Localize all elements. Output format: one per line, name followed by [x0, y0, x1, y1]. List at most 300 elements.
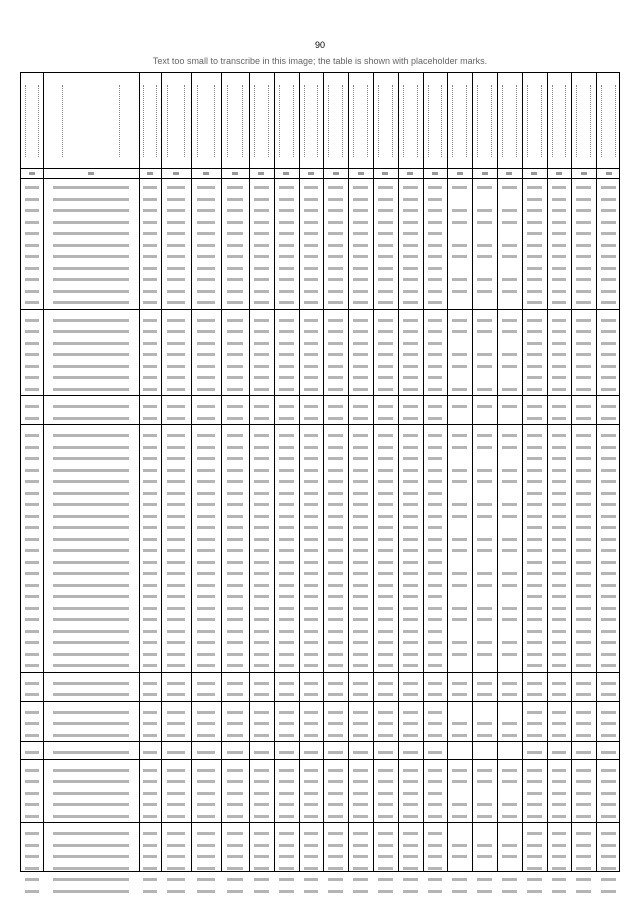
- cell-text-placeholder: [452, 653, 467, 656]
- cell-text-placeholder: [601, 832, 616, 835]
- cell-text-placeholder: [227, 405, 244, 408]
- cell-text-placeholder: [328, 232, 343, 235]
- cell-text-placeholder: [143, 319, 156, 322]
- cell-text-placeholder: [143, 492, 156, 495]
- cell-text-placeholder: [552, 301, 567, 304]
- cell-text-placeholder: [328, 492, 343, 495]
- cell-text-placeholder: [601, 584, 616, 587]
- cell-text-placeholder: [527, 330, 542, 333]
- cell-text-placeholder: [428, 584, 443, 587]
- cell-text-placeholder: [378, 711, 393, 714]
- header-cell: [596, 73, 621, 169]
- cell-text-placeholder: [227, 388, 244, 391]
- cell-text-placeholder: [552, 267, 567, 270]
- column-index-row: [21, 169, 619, 179]
- cell-text-placeholder: [304, 722, 319, 725]
- cell-text-placeholder: [502, 255, 517, 258]
- cell-text-placeholder: [304, 832, 319, 835]
- table-row: [21, 615, 619, 625]
- cell-text-placeholder: [53, 503, 130, 506]
- table-row: [21, 218, 619, 228]
- cell-text-placeholder: [452, 469, 467, 472]
- cell-text-placeholder: [227, 618, 244, 621]
- cell-text-placeholder: [576, 526, 591, 529]
- cell-text-placeholder: [527, 365, 542, 368]
- cell-text-placeholder: [53, 890, 130, 893]
- cell-text-placeholder: [353, 855, 368, 858]
- cell-text-placeholder: [601, 664, 616, 667]
- cell-text-placeholder: [428, 376, 443, 379]
- cell-text-placeholder: [167, 480, 185, 483]
- cell-text-placeholder: [477, 584, 492, 587]
- cell-text-placeholder: [403, 693, 418, 696]
- cell-text-placeholder: [53, 751, 130, 754]
- cell-text-placeholder: [502, 538, 517, 541]
- cell-text-placeholder: [53, 722, 130, 725]
- cell-text-placeholder: [403, 492, 418, 495]
- cell-text-placeholder: [452, 405, 467, 408]
- cell-text-placeholder: [53, 232, 130, 235]
- cell-text-placeholder: [353, 526, 368, 529]
- cell-text-placeholder: [254, 232, 269, 235]
- cell-text-placeholder: [143, 526, 156, 529]
- cell-text-placeholder: [143, 278, 156, 281]
- cell-text-placeholder: [197, 480, 215, 483]
- cell-text-placeholder: [527, 267, 542, 270]
- cell-text-placeholder: [254, 267, 269, 270]
- table-row: [21, 719, 619, 729]
- cell-text-placeholder: [601, 232, 616, 235]
- cell-text-placeholder: [428, 244, 443, 247]
- cell-text-placeholder: [227, 446, 244, 449]
- cell-text-placeholder: [167, 186, 185, 189]
- cell-text-placeholder: [378, 469, 393, 472]
- cell-text-placeholder: [601, 255, 616, 258]
- cell-text-placeholder: [167, 434, 185, 437]
- cell-text-placeholder: [328, 434, 343, 437]
- cell-text-placeholder: [552, 855, 567, 858]
- cell-text-placeholder: [167, 209, 185, 212]
- cell-text-placeholder: [279, 722, 294, 725]
- cell-text-placeholder: [279, 290, 294, 293]
- cell-text-placeholder: [502, 469, 517, 472]
- cell-text-placeholder: [279, 342, 294, 345]
- cell-text-placeholder: [254, 682, 269, 685]
- cell-text-placeholder: [552, 595, 567, 598]
- cell-text-placeholder: [53, 417, 130, 420]
- cell-text-placeholder: [143, 682, 156, 685]
- table-row: [21, 443, 619, 453]
- cell-text-placeholder: [378, 538, 393, 541]
- cell-text-placeholder: [143, 844, 156, 847]
- cell-text-placeholder: [353, 457, 368, 460]
- cell-text-placeholder: [25, 376, 38, 379]
- cell-text-placeholder: [552, 186, 567, 189]
- cell-text-placeholder: [527, 618, 542, 621]
- cell-text-placeholder: [378, 855, 393, 858]
- header-cell: [447, 73, 472, 169]
- cell-text-placeholder: [502, 278, 517, 281]
- cell-text-placeholder: [452, 446, 467, 449]
- cell-text-placeholder: [378, 290, 393, 293]
- cell-text-placeholder: [143, 769, 156, 772]
- cell-text-placeholder: [527, 815, 542, 818]
- cell-text-placeholder: [428, 538, 443, 541]
- cell-text-placeholder: [353, 244, 368, 247]
- cell-text-placeholder: [53, 618, 130, 621]
- table-row: [21, 627, 619, 637]
- cell-text-placeholder: [254, 446, 269, 449]
- cell-text-placeholder: [328, 198, 343, 201]
- row-group-divider: [21, 701, 619, 702]
- cell-text-placeholder: [279, 232, 294, 235]
- cell-text-placeholder: [279, 711, 294, 714]
- cell-text-placeholder: [304, 267, 319, 270]
- cell-text-placeholder: [254, 255, 269, 258]
- header-text-placeholder: [502, 85, 517, 157]
- cell-text-placeholder: [227, 653, 244, 656]
- cell-text-placeholder: [254, 780, 269, 783]
- cell-text-placeholder: [254, 457, 269, 460]
- cell-text-placeholder: [254, 618, 269, 621]
- cell-text-placeholder: [227, 572, 244, 575]
- column-index-mark: [173, 172, 179, 175]
- cell-text-placeholder: [477, 780, 492, 783]
- cell-text-placeholder: [353, 434, 368, 437]
- cell-text-placeholder: [25, 255, 38, 258]
- cell-text-placeholder: [167, 844, 185, 847]
- cell-text-placeholder: [53, 769, 130, 772]
- cell-text-placeholder: [304, 538, 319, 541]
- cell-text-placeholder: [328, 457, 343, 460]
- cell-text-placeholder: [527, 538, 542, 541]
- cell-text-placeholder: [227, 526, 244, 529]
- cell-text-placeholder: [279, 457, 294, 460]
- cell-text-placeholder: [328, 751, 343, 754]
- cell-text-placeholder: [197, 244, 215, 247]
- cell-text-placeholder: [143, 878, 156, 881]
- cell-text-placeholder: [227, 867, 244, 870]
- cell-text-placeholder: [353, 388, 368, 391]
- cell-text-placeholder: [53, 278, 130, 281]
- cell-text-placeholder: [254, 526, 269, 529]
- column-index-mark: [531, 172, 537, 175]
- header-cell: [373, 73, 398, 169]
- cell-text-placeholder: [53, 584, 130, 587]
- cell-text-placeholder: [227, 630, 244, 633]
- cell-text-placeholder: [477, 815, 492, 818]
- cell-text-placeholder: [25, 751, 38, 754]
- cell-text-placeholder: [197, 290, 215, 293]
- cell-text-placeholder: [477, 878, 492, 881]
- cell-text-placeholder: [227, 244, 244, 247]
- cell-text-placeholder: [576, 232, 591, 235]
- cell-text-placeholder: [353, 693, 368, 696]
- cell-text-placeholder: [403, 526, 418, 529]
- cell-text-placeholder: [279, 244, 294, 247]
- cell-text-placeholder: [143, 342, 156, 345]
- cell-text-placeholder: [53, 198, 130, 201]
- cell-text-placeholder: [279, 855, 294, 858]
- cell-text-placeholder: [197, 832, 215, 835]
- header-text-placeholder: [25, 85, 38, 157]
- cell-text-placeholder: [254, 803, 269, 806]
- cell-text-placeholder: [403, 480, 418, 483]
- cell-text-placeholder: [428, 405, 443, 408]
- cell-text-placeholder: [428, 595, 443, 598]
- cell-text-placeholder: [378, 526, 393, 529]
- cell-text-placeholder: [353, 561, 368, 564]
- cell-text-placeholder: [576, 549, 591, 552]
- cell-text-placeholder: [428, 446, 443, 449]
- cell-text-placeholder: [254, 319, 269, 322]
- cell-text-placeholder: [25, 572, 38, 575]
- cell-text-placeholder: [502, 844, 517, 847]
- cell-text-placeholder: [552, 641, 567, 644]
- cell-text-placeholder: [428, 693, 443, 696]
- cell-text-placeholder: [328, 365, 343, 368]
- cell-text-placeholder: [353, 469, 368, 472]
- cell-text-placeholder: [304, 376, 319, 379]
- cell-text-placeholder: [378, 434, 393, 437]
- cell-text-placeholder: [304, 855, 319, 858]
- cell-text-placeholder: [502, 186, 517, 189]
- cell-text-placeholder: [527, 480, 542, 483]
- cell-text-placeholder: [552, 751, 567, 754]
- cell-text-placeholder: [378, 867, 393, 870]
- cell-text-placeholder: [279, 561, 294, 564]
- cell-text-placeholder: [527, 186, 542, 189]
- cell-text-placeholder: [527, 503, 542, 506]
- cell-text-placeholder: [279, 538, 294, 541]
- header-text-placeholder: [428, 85, 443, 157]
- cell-text-placeholder: [197, 595, 215, 598]
- cell-text-placeholder: [328, 584, 343, 587]
- cell-text-placeholder: [25, 469, 38, 472]
- cell-text-placeholder: [428, 561, 443, 564]
- cell-text-placeholder: [601, 365, 616, 368]
- cell-text-placeholder: [403, 457, 418, 460]
- cell-text-placeholder: [552, 198, 567, 201]
- cell-text-placeholder: [143, 641, 156, 644]
- cell-text-placeholder: [477, 405, 492, 408]
- cell-text-placeholder: [25, 734, 38, 737]
- cell-text-placeholder: [601, 561, 616, 564]
- cell-text-placeholder: [576, 561, 591, 564]
- cell-text-placeholder: [576, 722, 591, 725]
- cell-text-placeholder: [403, 572, 418, 575]
- cell-text-placeholder: [601, 693, 616, 696]
- header-text-placeholder: [353, 85, 368, 157]
- cell-text-placeholder: [353, 780, 368, 783]
- cell-text-placeholder: [254, 769, 269, 772]
- cell-text-placeholder: [428, 572, 443, 575]
- cell-text-placeholder: [477, 503, 492, 506]
- cell-text-placeholder: [279, 618, 294, 621]
- cell-text-placeholder: [279, 664, 294, 667]
- cell-text-placeholder: [428, 803, 443, 806]
- cell-text-placeholder: [328, 342, 343, 345]
- cell-text-placeholder: [452, 618, 467, 621]
- cell-text-placeholder: [279, 792, 294, 795]
- cell-text-placeholder: [403, 434, 418, 437]
- cell-text-placeholder: [25, 417, 38, 420]
- cell-text-placeholder: [477, 607, 492, 610]
- cell-text-placeholder: [143, 572, 156, 575]
- cell-text-placeholder: [601, 549, 616, 552]
- cell-text-placeholder: [477, 618, 492, 621]
- cell-text-placeholder: [353, 209, 368, 212]
- cell-text-placeholder: [552, 890, 567, 893]
- cell-text-placeholder: [353, 722, 368, 725]
- cell-text-placeholder: [552, 867, 567, 870]
- cell-text-placeholder: [403, 209, 418, 212]
- cell-text-placeholder: [576, 290, 591, 293]
- cell-text-placeholder: [254, 469, 269, 472]
- column-index-mark: [556, 172, 562, 175]
- cell-text-placeholder: [552, 780, 567, 783]
- cell-text-placeholder: [197, 492, 215, 495]
- cell-text-placeholder: [527, 693, 542, 696]
- cell-text-placeholder: [197, 515, 215, 518]
- cell-text-placeholder: [552, 319, 567, 322]
- cell-text-placeholder: [378, 301, 393, 304]
- cell-text-placeholder: [502, 572, 517, 575]
- cell-text-placeholder: [601, 769, 616, 772]
- table-row: [21, 679, 619, 689]
- cell-text-placeholder: [403, 711, 418, 714]
- cell-text-placeholder: [576, 446, 591, 449]
- cell-text-placeholder: [227, 890, 244, 893]
- cell-text-placeholder: [279, 803, 294, 806]
- cell-text-placeholder: [576, 664, 591, 667]
- table-row: [21, 402, 619, 412]
- cell-text-placeholder: [428, 232, 443, 235]
- cell-text-placeholder: [53, 734, 130, 737]
- column-index-mark: [432, 172, 438, 175]
- cell-text-placeholder: [576, 492, 591, 495]
- cell-text-placeholder: [227, 209, 244, 212]
- cell-text-placeholder: [576, 878, 591, 881]
- cell-text-placeholder: [378, 653, 393, 656]
- cell-text-placeholder: [428, 815, 443, 818]
- cell-text-placeholder: [452, 878, 467, 881]
- cell-text-placeholder: [477, 255, 492, 258]
- cell-text-placeholder: [552, 503, 567, 506]
- table-row: [21, 546, 619, 556]
- cell-text-placeholder: [143, 722, 156, 725]
- cell-text-placeholder: [254, 244, 269, 247]
- cell-text-placeholder: [576, 641, 591, 644]
- cell-text-placeholder: [197, 693, 215, 696]
- cell-text-placeholder: [304, 664, 319, 667]
- cell-text-placeholder: [25, 630, 38, 633]
- cell-text-placeholder: [227, 376, 244, 379]
- cell-text-placeholder: [601, 469, 616, 472]
- cell-text-placeholder: [25, 538, 38, 541]
- cell-text-placeholder: [576, 434, 591, 437]
- cell-text-placeholder: [227, 722, 244, 725]
- cell-text-placeholder: [403, 595, 418, 598]
- cell-text-placeholder: [304, 342, 319, 345]
- cell-text-placeholder: [552, 232, 567, 235]
- cell-text-placeholder: [527, 734, 542, 737]
- cell-text-placeholder: [25, 844, 38, 847]
- cell-text-placeholder: [254, 641, 269, 644]
- cell-text-placeholder: [53, 480, 130, 483]
- cell-text-placeholder: [452, 734, 467, 737]
- cell-text-placeholder: [601, 376, 616, 379]
- cell-text-placeholder: [304, 607, 319, 610]
- cell-text-placeholder: [601, 330, 616, 333]
- cell-text-placeholder: [279, 186, 294, 189]
- cell-text-placeholder: [227, 803, 244, 806]
- table-row: [21, 195, 619, 205]
- cell-text-placeholder: [279, 198, 294, 201]
- cell-text-placeholder: [477, 209, 492, 212]
- cell-text-placeholder: [197, 803, 215, 806]
- cell-text-placeholder: [25, 595, 38, 598]
- cell-text-placeholder: [167, 630, 185, 633]
- cell-text-placeholder: [601, 198, 616, 201]
- column-index-mark: [147, 172, 153, 175]
- cell-text-placeholder: [25, 244, 38, 247]
- cell-text-placeholder: [502, 734, 517, 737]
- cell-text-placeholder: [328, 878, 343, 881]
- cell-text-placeholder: [254, 734, 269, 737]
- cell-text-placeholder: [452, 769, 467, 772]
- cell-text-placeholder: [328, 405, 343, 408]
- cell-text-placeholder: [502, 803, 517, 806]
- cell-text-placeholder: [25, 503, 38, 506]
- cell-text-placeholder: [143, 376, 156, 379]
- cell-text-placeholder: [143, 561, 156, 564]
- cell-text-placeholder: [428, 186, 443, 189]
- cell-text-placeholder: [167, 693, 185, 696]
- cell-text-placeholder: [25, 405, 38, 408]
- cell-text-placeholder: [527, 319, 542, 322]
- cell-text-placeholder: [143, 221, 156, 224]
- cell-text-placeholder: [304, 751, 319, 754]
- cell-text-placeholder: [601, 503, 616, 506]
- cell-text-placeholder: [403, 376, 418, 379]
- cell-text-placeholder: [353, 682, 368, 685]
- cell-text-placeholder: [53, 526, 130, 529]
- cell-text-placeholder: [552, 769, 567, 772]
- cell-text-placeholder: [304, 653, 319, 656]
- cell-text-placeholder: [197, 769, 215, 772]
- cell-text-placeholder: [227, 342, 244, 345]
- cell-text-placeholder: [452, 693, 467, 696]
- cell-text-placeholder: [576, 832, 591, 835]
- cell-text-placeholder: [167, 734, 185, 737]
- cell-text-placeholder: [552, 664, 567, 667]
- cell-text-placeholder: [477, 446, 492, 449]
- cell-text-placeholder: [227, 549, 244, 552]
- cell-text-placeholder: [353, 618, 368, 621]
- cell-text-placeholder: [304, 844, 319, 847]
- cell-text-placeholder: [328, 844, 343, 847]
- cell-text-placeholder: [227, 561, 244, 564]
- row-group-divider: [21, 741, 619, 742]
- cell-text-placeholder: [279, 595, 294, 598]
- table-row: [21, 581, 619, 591]
- cell-text-placeholder: [452, 515, 467, 518]
- cell-text-placeholder: [167, 584, 185, 587]
- cell-text-placeholder: [527, 342, 542, 345]
- cell-text-placeholder: [328, 722, 343, 725]
- cell-text-placeholder: [143, 330, 156, 333]
